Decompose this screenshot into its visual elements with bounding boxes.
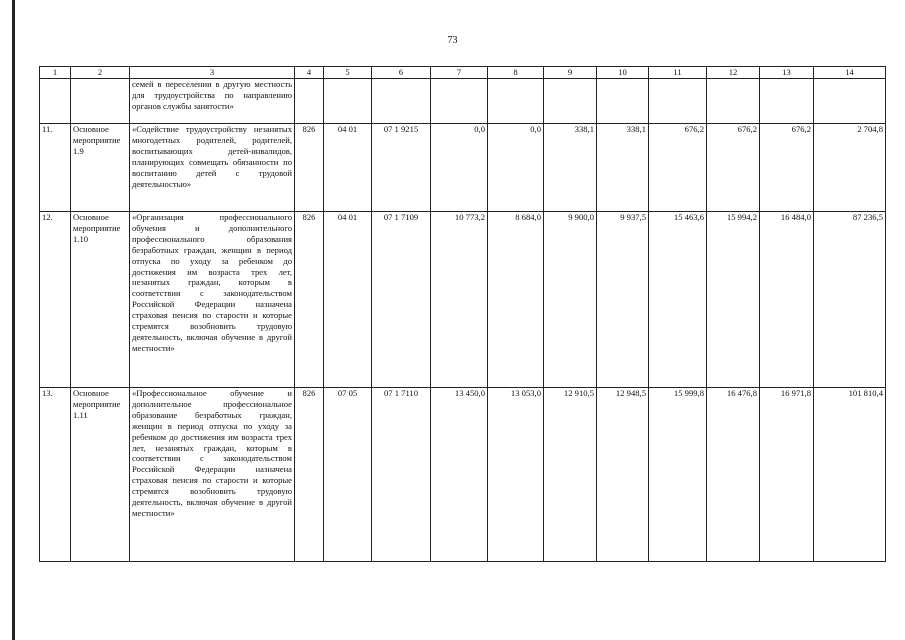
column-number: 13 — [760, 67, 814, 79]
rzpr-code: 04 01 — [324, 212, 372, 388]
column-number: 9 — [544, 67, 597, 79]
column-number: 5 — [324, 67, 372, 79]
grbs-code: 826 — [295, 124, 324, 212]
value-cell: 15 463,6 — [649, 212, 707, 388]
table-row — [40, 388, 886, 562]
row-number: 13. — [40, 388, 71, 562]
table-row — [40, 79, 886, 124]
page-number: 73 — [447, 35, 458, 46]
value-cell: 13 450,0 — [431, 388, 488, 562]
rzpr-code — [324, 79, 372, 124]
total-cell: 87 236,5 — [814, 212, 886, 388]
total-cell — [814, 79, 886, 124]
csr-code: 07 1 7110 — [372, 388, 431, 562]
column-number: 10 — [597, 67, 649, 79]
column-number-row — [40, 67, 886, 79]
activity-description: «Профессиональное обучение и дополнительное профессиональное образование безработных граждан, женщин в период отпуска по уходу за ребенком до достижения им возраста трех лет, незанятых граждан, которым в соответствии с законодательством Российской Федерации назначена страховая пенсия по старости и которые стремятся возобновить трудовую деятельность, включая обучение в другой местности» — [130, 388, 295, 562]
csr-code: 07 1 7109 — [372, 212, 431, 388]
column-number: 4 — [295, 67, 324, 79]
value-cell: 16 971,8 — [760, 388, 814, 562]
activity-name: Основное мероприятие 1.10 — [71, 212, 130, 388]
value-cell: 10 773,2 — [431, 212, 488, 388]
row-number: 12. — [40, 212, 71, 388]
csr-code — [372, 79, 431, 124]
value-cell: 338,1 — [544, 124, 597, 212]
row-number: 11. — [40, 124, 71, 212]
table-row — [40, 212, 886, 388]
value-cell: 13 053,0 — [488, 388, 544, 562]
value-cell — [707, 79, 760, 124]
value-cell: 676,2 — [760, 124, 814, 212]
activity-description: «Содействие трудоустройству незанятых многодетных родителей, родителей, воспитывающих детей-инвалидов, планирующих совмещать обязанности по воспитанию детей с трудовой деятельностью» — [130, 124, 295, 212]
activity-name: Основное мероприятие 1.9 — [71, 124, 130, 212]
grbs-code: 826 — [295, 212, 324, 388]
value-cell: 8 684,0 — [488, 212, 544, 388]
rzpr-code: 07 05 — [324, 388, 372, 562]
value-cell: 0,0 — [431, 124, 488, 212]
total-cell: 101 810,4 — [814, 388, 886, 562]
value-cell — [544, 79, 597, 124]
value-cell: 676,2 — [649, 124, 707, 212]
rzpr-code: 04 01 — [324, 124, 372, 212]
value-cell — [649, 79, 707, 124]
total-cell: 2 704,8 — [814, 124, 886, 212]
row-number — [40, 79, 71, 124]
value-cell: 9 900,0 — [544, 212, 597, 388]
grbs-code — [295, 79, 324, 124]
column-number: 3 — [130, 67, 295, 79]
page-left-edge — [12, 0, 15, 640]
column-number: 14 — [814, 67, 886, 79]
column-number: 12 — [707, 67, 760, 79]
value-cell: 12 948,5 — [597, 388, 649, 562]
column-number: 2 — [71, 67, 130, 79]
value-cell — [760, 79, 814, 124]
value-cell: 16 484,0 — [760, 212, 814, 388]
budget-table — [39, 66, 886, 562]
value-cell: 0,0 — [488, 124, 544, 212]
value-cell — [431, 79, 488, 124]
value-cell — [597, 79, 649, 124]
value-cell: 338,1 — [597, 124, 649, 212]
value-cell: 15 994,2 — [707, 212, 760, 388]
value-cell — [488, 79, 544, 124]
column-number: 8 — [488, 67, 544, 79]
value-cell: 16 476,8 — [707, 388, 760, 562]
column-number: 7 — [431, 67, 488, 79]
value-cell: 9 937,5 — [597, 212, 649, 388]
activity-description: «Организация профессионального обучения и дополнительного профессионального образования безработных граждан, женщин в период отпуска по уходу за ребенком до достижения им возраста трех лет, незанятых граждан, которым в соответствии с законодательством Российской Федерации назначена страховая пенсия по старости и которые стремятся возобновить трудовую деятельность, включая обучение в другой местности» — [130, 212, 295, 388]
table-row — [40, 124, 886, 212]
value-cell: 676,2 — [707, 124, 760, 212]
value-cell: 15 999,8 — [649, 388, 707, 562]
column-number: 1 — [40, 67, 71, 79]
activity-description: семей в переселении в другую местность для трудоустройства по направлению органов службы занятости» — [130, 79, 295, 124]
csr-code: 07 1 9215 — [372, 124, 431, 212]
column-number: 11 — [649, 67, 707, 79]
column-number: 6 — [372, 67, 431, 79]
activity-name — [71, 79, 130, 124]
value-cell: 12 910,5 — [544, 388, 597, 562]
grbs-code: 826 — [295, 388, 324, 562]
activity-name: Основное мероприятие 1.11 — [71, 388, 130, 562]
